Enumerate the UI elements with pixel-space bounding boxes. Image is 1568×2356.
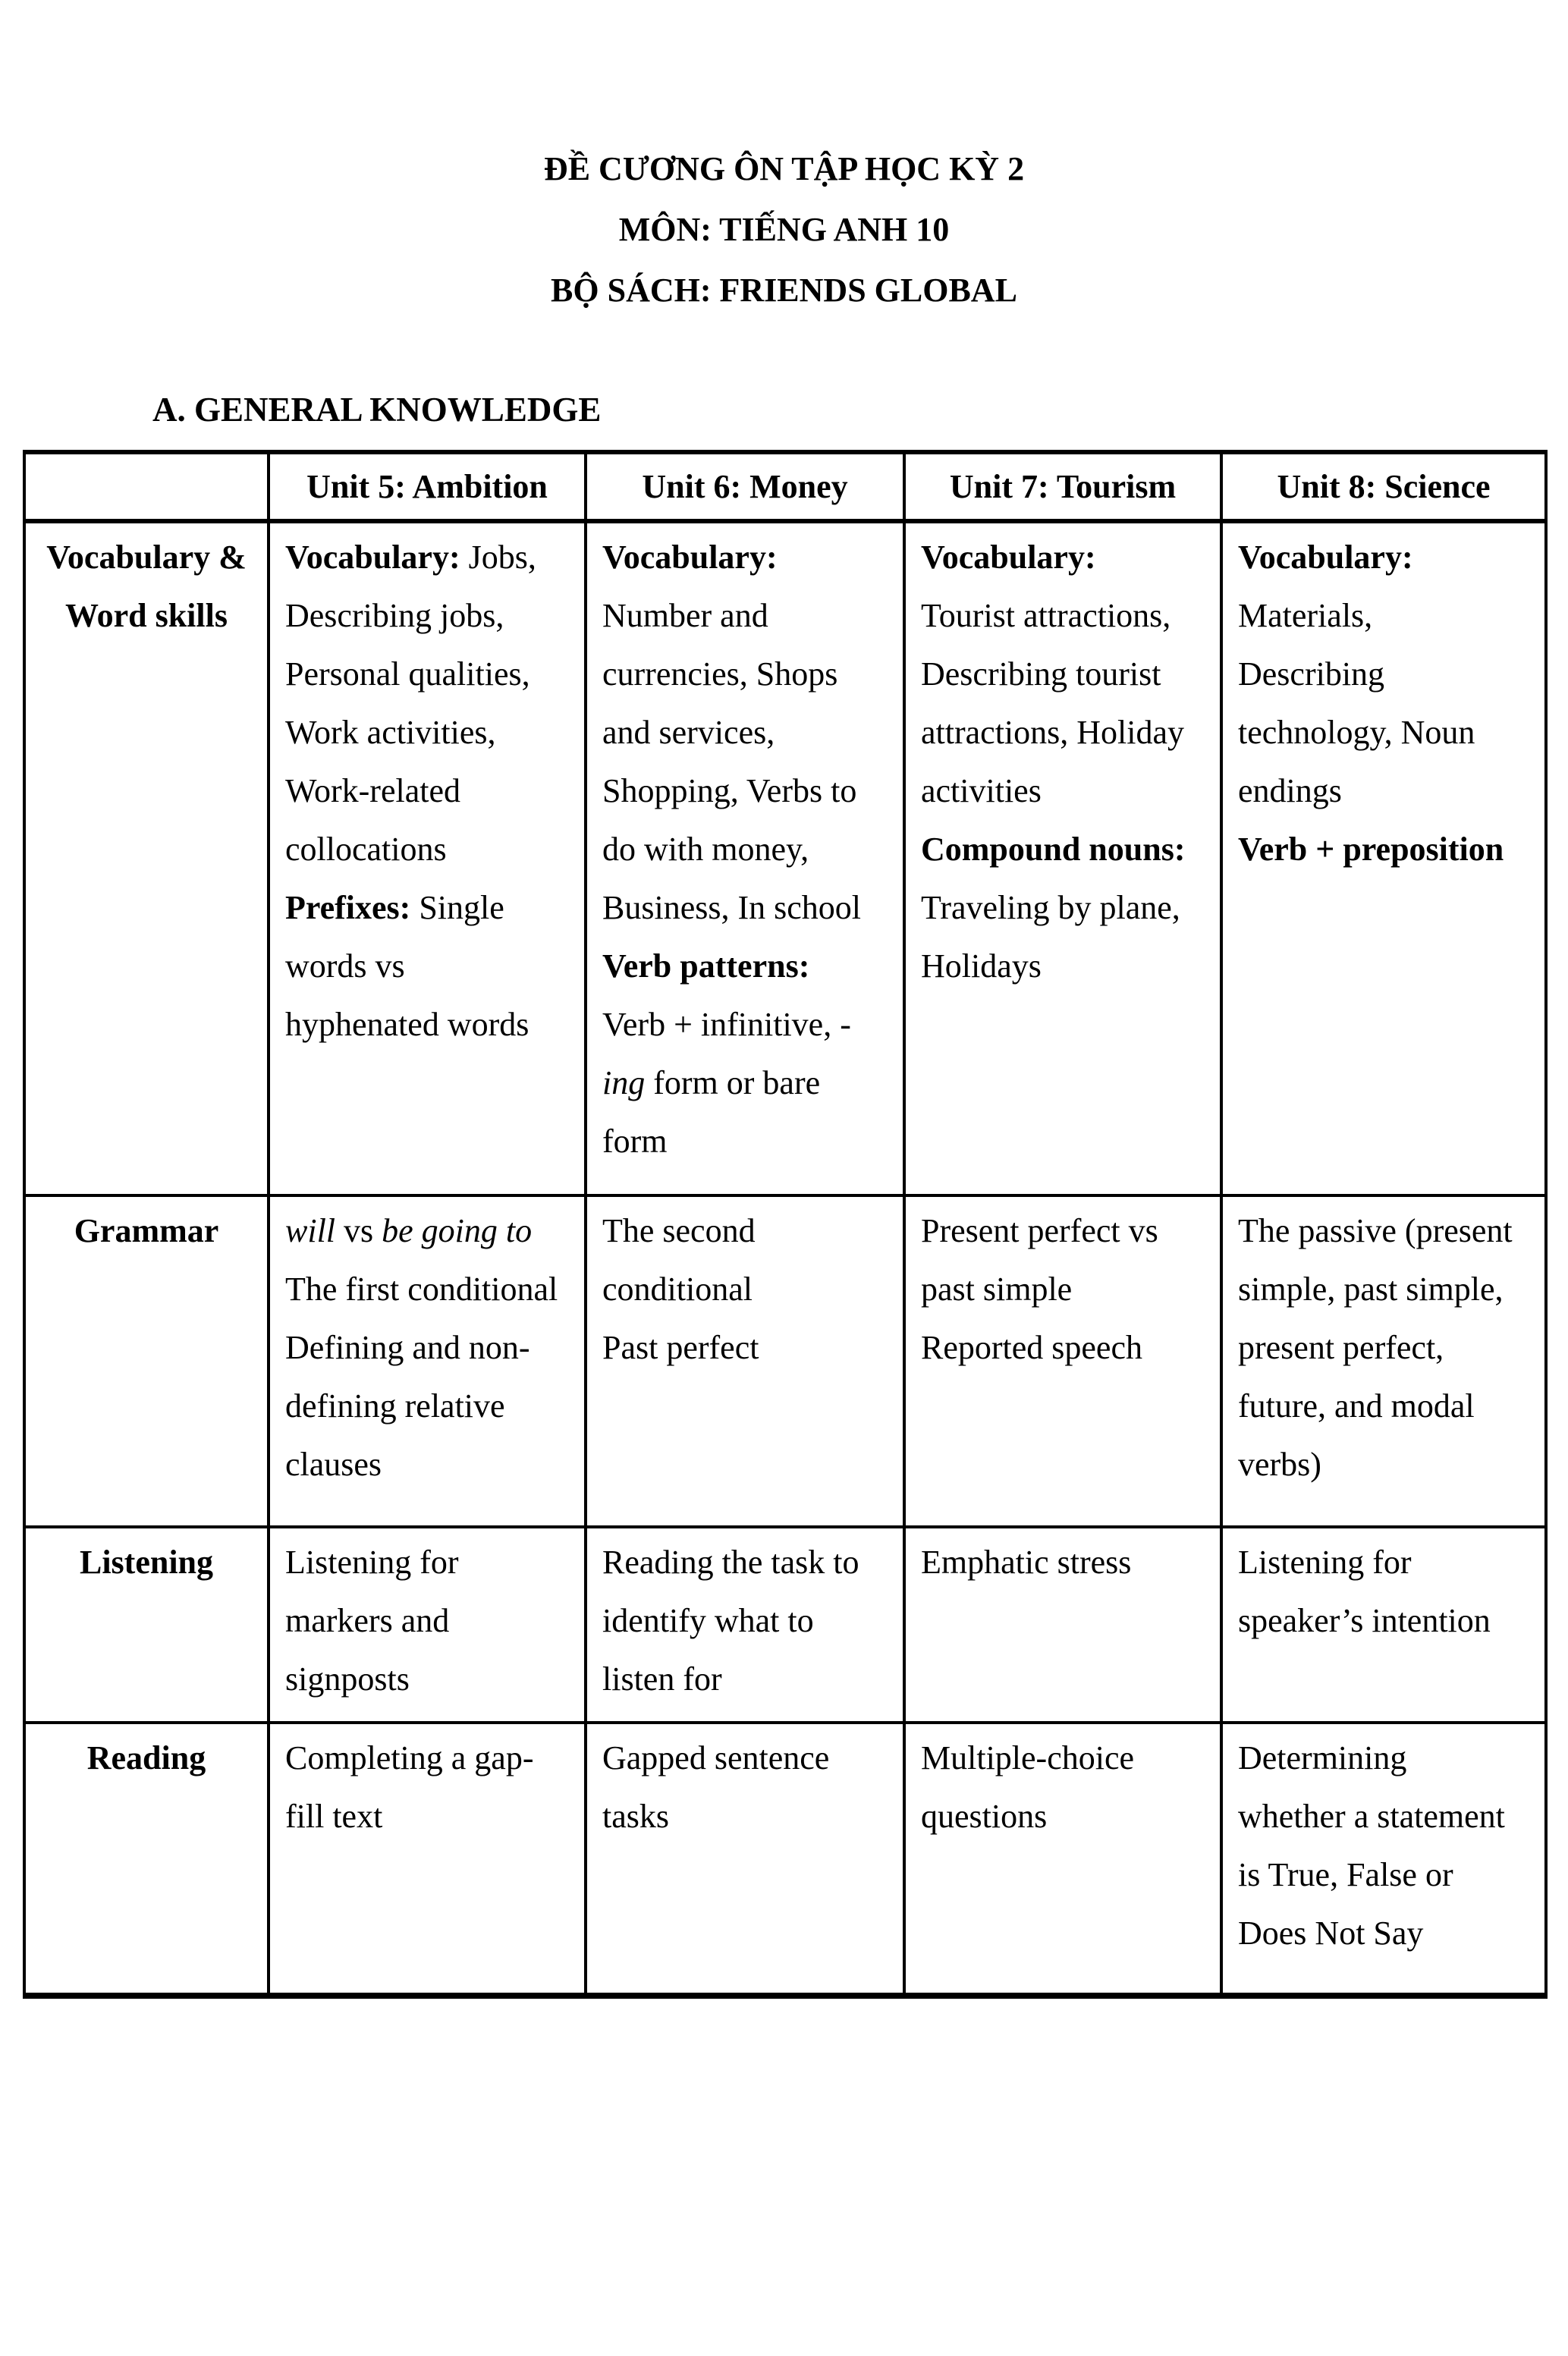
text-run: Does Not Say: [1238, 1915, 1424, 1952]
text-run: form or bare: [645, 1064, 821, 1101]
text-run: Determining: [1238, 1739, 1407, 1776]
paragraph: [602, 528, 888, 937]
row-label: Reading: [24, 1723, 269, 1996]
text-run: Completing a gap-: [285, 1739, 534, 1776]
title-line-2: MÔN: TIẾNG ANH 10: [618, 211, 950, 248]
text-run: Tourist attractions,: [921, 597, 1171, 634]
text-run: Number and: [602, 597, 768, 634]
text-run: Present perfect vs: [921, 1212, 1158, 1249]
paragraph: [285, 1260, 569, 1318]
table-cell: [1221, 521, 1546, 1195]
text-run: Vocabulary:: [921, 539, 1096, 576]
text-run: Gapped sentence: [602, 1739, 830, 1776]
paragraph: [285, 1533, 569, 1708]
text-run: do with money,: [602, 831, 809, 868]
general-knowledge-table: [23, 450, 1548, 1999]
paragraph: [1238, 1533, 1529, 1650]
header-cell-unit: Unit 8: Science: [1221, 452, 1546, 521]
text-run: future, and modal: [1238, 1387, 1475, 1425]
table-cell: [904, 1195, 1221, 1527]
text-run: Emphatic stress: [921, 1544, 1132, 1581]
text-run: tasks: [602, 1798, 669, 1835]
text-run: be going to: [382, 1212, 533, 1249]
table-cell: [269, 1723, 586, 1996]
text-run: Work activities,: [285, 714, 496, 751]
text-run: Listening for: [285, 1544, 459, 1581]
paragraph: [1238, 528, 1529, 820]
paragraph: [602, 937, 888, 1170]
table-cell: [269, 1527, 586, 1723]
text-run: Vocabulary:: [285, 539, 460, 576]
table-row: [24, 521, 1546, 1195]
table-cell: [904, 1723, 1221, 1996]
text-run: speaker’s intention: [1238, 1602, 1491, 1639]
table-cell: [269, 521, 586, 1195]
paragraph: [921, 820, 1205, 995]
text-run: verbs): [1238, 1446, 1321, 1483]
text-run: Listening for: [1238, 1544, 1412, 1581]
document-page: [0, 139, 1568, 1999]
text-run: identify what to: [602, 1602, 814, 1639]
text-run: Work-related: [285, 772, 460, 809]
paragraph: [602, 1729, 888, 1846]
title-line-3: BỘ SÁCH: FRIENDS GLOBAL: [551, 272, 1017, 309]
table-header-row: [24, 452, 1546, 521]
table-body: [24, 521, 1546, 1996]
text-run: whether a statement: [1238, 1798, 1505, 1835]
text-run: simple, past simple,: [1238, 1271, 1504, 1308]
document-title: [0, 139, 1568, 321]
table-cell: [586, 1723, 904, 1996]
text-run: is True, False or: [1238, 1856, 1453, 1893]
text-run: Reading the task to: [602, 1544, 859, 1581]
table-cell: [904, 521, 1221, 1195]
text-run: Past perfect: [602, 1329, 759, 1366]
table-row: [24, 1527, 1546, 1723]
paragraph: [921, 1202, 1205, 1318]
table-cell: [586, 1527, 904, 1723]
text-run: Vocabulary:: [1238, 539, 1413, 576]
text-run: Business, In school: [602, 889, 861, 926]
paragraph: [285, 528, 569, 878]
text-run: Compound nouns:: [921, 831, 1186, 868]
paragraph: [921, 1729, 1205, 1846]
text-run: Verb + infinitive, -: [602, 1006, 851, 1043]
text-run: Reported speech: [921, 1329, 1142, 1366]
table-cell: [1221, 1195, 1546, 1527]
text-run: hyphenated words: [285, 1006, 529, 1043]
paragraph: [602, 1318, 888, 1377]
paragraph: [921, 1533, 1205, 1591]
table-cell: [586, 521, 904, 1195]
table-row: [24, 1723, 1546, 1996]
text-run: conditional: [602, 1271, 753, 1308]
text-run: clauses: [285, 1446, 382, 1483]
text-run: Describing tourist: [921, 655, 1161, 693]
text-run: attractions, Holiday: [921, 714, 1185, 751]
row-label: Grammar: [24, 1195, 269, 1527]
header-cell-unit: Unit 7: Tourism: [904, 452, 1221, 521]
text-run: The first conditional: [285, 1271, 558, 1308]
table-cell: [1221, 1723, 1546, 1996]
paragraph: [1238, 1202, 1529, 1494]
paragraph: [1238, 820, 1529, 878]
text-run: The passive (present: [1238, 1212, 1513, 1249]
table-row: [24, 1195, 1546, 1527]
paragraph: [285, 1202, 569, 1260]
table-cell: [1221, 1527, 1546, 1723]
row-label: Listening: [24, 1527, 269, 1723]
text-run: Defining and non-: [285, 1329, 530, 1366]
paragraph: [1238, 1729, 1529, 1962]
text-run: Verb patterns:: [602, 947, 810, 985]
text-run: Verb + preposition: [1238, 831, 1504, 868]
text-run: markers and: [285, 1602, 450, 1639]
text-run: listen for: [602, 1660, 722, 1698]
text-run: signposts: [285, 1660, 410, 1698]
text-run: will: [285, 1212, 336, 1249]
table-cell: [269, 1195, 586, 1527]
text-run: The second: [602, 1212, 756, 1249]
text-run: ing: [602, 1064, 646, 1101]
paragraph: [285, 878, 569, 1054]
paragraph: [921, 528, 1205, 820]
header-cell-empty: [24, 452, 269, 521]
text-run: Multiple-choice: [921, 1739, 1135, 1776]
paragraph: [921, 1318, 1205, 1377]
text-run: past simple: [921, 1271, 1073, 1308]
text-run: words vs: [285, 947, 405, 985]
text-run: currencies, Shops: [602, 655, 838, 693]
text-run: activities: [921, 772, 1042, 809]
header-cell-unit: Unit 5: Ambition: [269, 452, 586, 521]
paragraph: [285, 1318, 569, 1494]
paragraph: [285, 1729, 569, 1846]
text-run: Vocabulary:: [602, 539, 778, 576]
text-run: present perfect,: [1238, 1329, 1444, 1366]
text-run: technology, Noun: [1238, 714, 1475, 751]
text-run: form: [602, 1123, 668, 1160]
text-run: Holidays: [921, 947, 1042, 985]
title-line-1: ĐỀ CƯƠNG ÔN TẬP HỌC KỲ 2: [543, 150, 1025, 187]
text-run: Prefixes:: [285, 889, 411, 926]
text-run: defining relative: [285, 1387, 505, 1425]
text-run: vs: [335, 1212, 382, 1249]
paragraph: [602, 1202, 888, 1318]
text-run: Jobs,: [460, 539, 536, 576]
text-run: Describing jobs,: [285, 597, 504, 634]
text-run: Shopping, Verbs to: [602, 772, 857, 809]
text-run: Single: [410, 889, 504, 926]
table-cell: [586, 1195, 904, 1527]
text-run: fill text: [285, 1798, 383, 1835]
text-run: Materials,: [1238, 597, 1373, 634]
text-run: endings: [1238, 772, 1342, 809]
text-run: and services,: [602, 714, 775, 751]
paragraph: [602, 1533, 888, 1708]
header-cell-unit: Unit 6: Money: [586, 452, 904, 521]
section-heading: A. GENERAL KNOWLEDGE: [152, 391, 602, 429]
row-label: Vocabulary & Word skills: [24, 521, 269, 1195]
text-run: collocations: [285, 831, 447, 868]
table-cell: [904, 1527, 1221, 1723]
text-run: Describing: [1238, 655, 1385, 693]
text-run: questions: [921, 1798, 1048, 1835]
text-run: Personal qualities,: [285, 655, 530, 693]
text-run: Traveling by plane,: [921, 889, 1180, 926]
